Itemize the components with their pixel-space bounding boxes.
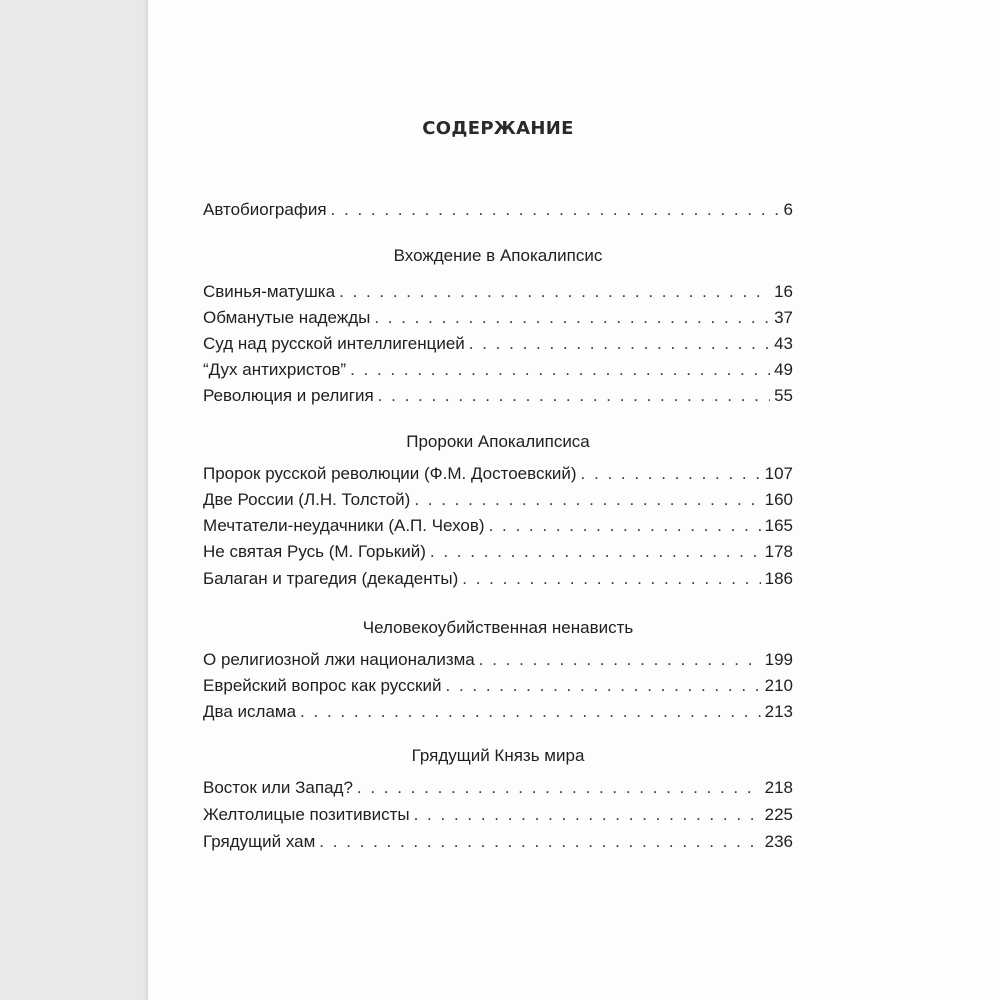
entry-title: Мечтатели-неудачники (А.П. Чехов) [203,516,485,535]
dot-leader [446,676,761,696]
entry-title: Две России (Л.Н. Толстой) [203,490,411,509]
book-page [148,0,1000,1000]
entry-page-number: 107 [764,464,793,483]
dot-leader [581,464,761,484]
entry-title: Восток или Запад? [203,778,353,797]
toc-entry[interactable] [203,464,793,484]
dot-leader [489,516,761,536]
entry-page-number: 37 [774,308,793,327]
toc-entry[interactable] [203,832,793,852]
entry-page-number: 218 [764,778,793,797]
toc-entry-autobiography[interactable] [203,200,793,220]
entry-title: Обманутые надежды [203,308,371,327]
entry-page-number: 178 [764,542,793,561]
dot-leader [430,542,761,562]
toc-entry[interactable] [203,778,793,798]
entry-page-number: 186 [764,569,793,588]
entry-title: Балаган и трагедия (декаденты) [203,569,459,588]
section-heading: Пророки Апокалипсиса [406,432,590,451]
entry-title: Еврейский вопрос как русский [203,676,442,695]
dot-leader [469,334,770,354]
toc-entry[interactable] [203,650,793,670]
entry-page-number: 213 [764,702,793,721]
entry-page-number: 6 [783,200,793,219]
toc-entry[interactable] [203,516,793,536]
toc-entry[interactable] [203,386,793,406]
entry-page-number: 236 [764,832,793,851]
entry-title: Пророк русской революции (Ф.М. Достоевский) [203,464,577,483]
toc-entry[interactable] [203,308,793,328]
dot-leader [357,778,761,798]
dot-leader [414,490,760,510]
entry-page-number: 16 [774,282,793,301]
toc-entry[interactable] [203,282,793,302]
dot-leader [414,805,761,825]
entry-title: “Дух антихристов” [203,360,347,379]
dot-leader [331,200,780,220]
entry-page-number: 49 [774,360,793,379]
entry-title: Свинья-матушка [203,282,336,301]
dot-leader [378,386,770,406]
dot-leader [350,360,770,380]
toc-entry[interactable] [203,490,793,510]
entry-page-number: 165 [764,516,793,535]
dot-leader [300,702,761,722]
dot-leader [462,569,760,589]
dot-leader [374,308,770,328]
entry-title: Автобиография [203,200,327,219]
dot-leader [479,650,761,670]
entry-page-number: 55 [774,386,793,405]
entry-page-number: 210 [764,676,793,695]
toc-entry[interactable] [203,334,793,354]
entry-page-number: 199 [764,650,793,669]
page-title: СОДЕРЖАНИЕ [422,118,574,139]
entry-title: Суд над русской интеллигенцией [203,334,465,353]
section-heading: Вхождение в Апокалипсис [393,246,603,265]
entry-title: О религиозной лжи национализма [203,650,475,669]
dot-leader [339,282,770,302]
toc-entry[interactable] [203,569,793,589]
entry-page-number: 225 [764,805,793,824]
toc-entry[interactable] [203,702,793,722]
entry-title: Революция и религия [203,386,374,405]
dot-leader [319,832,760,852]
toc-entry[interactable] [203,360,793,380]
section-heading: Человекоубийственная ненависть [362,618,634,637]
toc-entry[interactable] [203,805,793,825]
section-heading: Грядущий Князь мира [411,746,585,765]
entry-page-number: 160 [764,490,793,509]
entry-page-number: 43 [774,334,793,353]
toc-entry[interactable] [203,542,793,562]
toc-entry[interactable] [203,676,793,696]
entry-title: Грядущий хам [203,832,316,851]
entry-title: Два ислама [203,702,297,721]
entry-title: Желтолицые позитивисты [203,805,410,824]
entry-title: Не святая Русь (М. Горький) [203,542,426,561]
